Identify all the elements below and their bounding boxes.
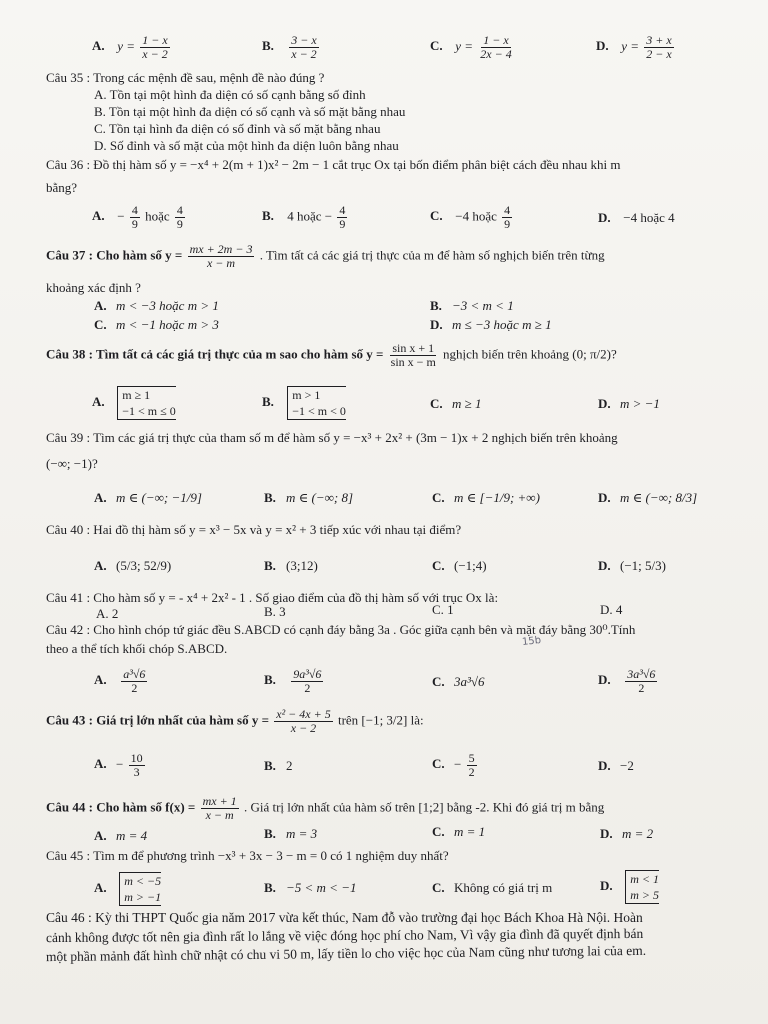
fraction: $\frac{3 - x}{x - 2}$ bbox=[291, 33, 317, 61]
q41-option-c: C. 1 bbox=[432, 602, 454, 617]
q34-option-d: D. y = $\frac{3 + x}{2 - x}$ bbox=[596, 33, 672, 61]
q41-option-a: A. 2 bbox=[96, 606, 119, 621]
q38-option-c: C. m ≥ 1 bbox=[430, 396, 482, 411]
q44-option-d: D. m = 2 bbox=[600, 826, 654, 841]
q38-option-b: B. m > 1 −1 < m < 0 bbox=[262, 388, 346, 418]
q41-option-d: D. 4 bbox=[600, 602, 623, 617]
q45-option-c: C. Không có giá trị m bbox=[432, 880, 553, 895]
q43-option-c: C. − $\frac{5}{2}$ bbox=[432, 751, 475, 779]
q41-option-b: B. 3 bbox=[264, 604, 286, 619]
q36-option-a: A. − $\frac{4}{9}$ hoặc $\frac{4}{9}$ bbox=[92, 203, 183, 231]
q36-option-d: D. −4 hoặc 4 bbox=[598, 210, 675, 225]
q37-option-d: D. m ≤ −3 hoặc m ≥ 1 bbox=[430, 317, 552, 332]
fraction: $\frac{1 - x}{2x - 4}$ bbox=[480, 33, 512, 61]
q38-option-d: D. m > −1 bbox=[598, 396, 660, 411]
q39-stem: Câu 39 : Tìm các giá trị thực của tham số m để hàm số y = −x³ + 2x² + (3m − 1)x + 2 nghịch biến trên khoảng bbox=[46, 430, 618, 445]
q38-option-a: A. m ≥ 1 −1 < m ≤ 0 bbox=[92, 388, 176, 418]
q46-line-3: một phần mảnh đất hình chữ nhật có chu vi 50 m, lấy tiền lo cho việc học của Nam cũng như tương lai của em. bbox=[45, 942, 647, 965]
q39-option-a: A. m ∈ (−∞; −1/9] bbox=[94, 490, 202, 505]
q42-stem: Câu 42 : Cho hình chóp tứ giác đều S.ABCD có cạnh đáy bằng 3a . Góc giữa cạnh bên và mặt đáy bằng 30⁰.Tính bbox=[46, 622, 636, 637]
q34-option-a: A. y = $\frac{1 - x}{x - 2}$ bbox=[92, 33, 168, 61]
q44-option-c: C. m = 1 bbox=[432, 824, 486, 839]
q40-option-b: B. (3;12) bbox=[264, 558, 318, 573]
q43-stem: Câu 43 : Giá trị lớn nhất của hàm số y = $\frac{\text{x² − 4x + 5}}{x - 2}$ trên [−1; 3/2] là: bbox=[46, 707, 424, 735]
q42-option-c: C. 3a³√6 bbox=[432, 674, 485, 689]
q37-option-b: B. −3 < m < 1 bbox=[430, 298, 514, 313]
q39-option-d: D. m ∈ (−∞; 8/3] bbox=[598, 490, 698, 505]
q36-option-c: C. −4 hoặc $\frac{4}{9}$ bbox=[430, 203, 511, 231]
q43-option-a: A. − $\frac{10}{3}$ bbox=[94, 751, 143, 779]
fraction: $\frac{3 + x}{2 - x}$ bbox=[646, 33, 672, 61]
q40-stem: Câu 40 : Hai đồ thị hàm số y = x³ − 5x và y = x² + 3 tiếp xúc với nhau tại điểm? bbox=[46, 522, 462, 537]
q34-option-b: B. $\frac{3 - x}{x - 2}$ bbox=[262, 33, 317, 61]
q44-option-b: B. m = 3 bbox=[264, 826, 318, 841]
q42-option-a: A. $\frac{\text{a³√6}}{2}$ bbox=[94, 667, 146, 695]
q44-option-a: A. m = 4 bbox=[94, 828, 148, 843]
q40-option-a: A. (5/3; 52/9) bbox=[94, 558, 172, 573]
q39-option-b: B. m ∈ (−∞; 8] bbox=[264, 490, 354, 505]
q37-option-c: C. m < −1 hoặc m > 3 bbox=[94, 317, 219, 332]
q36-option-b: B. 4 hoặc − $\frac{4}{9}$ bbox=[262, 203, 346, 231]
q37-option-a: A. m < −3 hoặc m > 1 bbox=[94, 298, 219, 313]
q36-stem-cont: bằng? bbox=[46, 180, 78, 195]
q43-option-b: B. 2 bbox=[264, 758, 293, 773]
q35-option-d: D. Số đỉnh và số mặt của một hình đa diện luôn bằng nhau bbox=[94, 138, 399, 153]
q36-stem: Câu 36 : Đồ thị hàm số y = −x⁴ + 2(m + 1)x² − 2m − 1 cắt trục Ox tại bốn điểm phân biệt cách đều nhau khi m bbox=[46, 157, 621, 172]
q46-line-1: Câu 46 : Kỳ thi THPT Quốc gia năm 2017 vừa kết thúc, Nam đỗ vào trường đại học Bách Khoa Hà Nội. Hoàn bbox=[46, 910, 643, 925]
q45-option-b: B. −5 < m < −1 bbox=[264, 880, 357, 895]
q45-stem: Câu 45 : Tìm m để phương trình −x³ + 3x − 3 − m = 0 có 1 nghiệm duy nhất? bbox=[46, 848, 449, 863]
q44-stem: Câu 44 : Cho hàm số f(x) = $\frac{mx + 1}{x - m}$ . Giá trị lớn nhất của hàm số trên [1;2] bằng -2. Khi đó giá trị m bằng bbox=[46, 794, 605, 822]
q40-option-d: D. (−1; 5/3) bbox=[598, 558, 666, 573]
q46-line-2: cảnh không được tốt nên gia đình rất lo lắng về việc đóng học phí cho Nam, Vì vậy gia đình đã quyết định bán bbox=[45, 925, 644, 946]
fraction: $\frac{1 - x}{x - 2}$ bbox=[142, 33, 168, 61]
q35-option-c: C. Tồn tại hình đa diện có số đỉnh và số mặt bằng nhau bbox=[94, 121, 381, 136]
q42-option-b: B. $\frac{\text{9a³√6}}{2}$ bbox=[264, 667, 322, 695]
q38-stem: Câu 38 : Tìm tất cả các giá trị thực của m sao cho hàm số y = $\frac{\text{sin x + 1}}{\text{sin x − m}}$ nghịch biến trên khoảng (0; π/2)? bbox=[46, 341, 617, 369]
q43-option-d: D. −2 bbox=[598, 758, 634, 773]
handwritten-note: 15b bbox=[521, 635, 542, 648]
q34-option-c: C. y = $\frac{1 - x}{2x - 4}$ bbox=[430, 33, 512, 61]
q35-option-b: B. Tồn tại một hình đa diện có số cạnh và số mặt bằng nhau bbox=[94, 104, 406, 119]
q41-stem: Câu 41 : Cho hàm số y = - x⁴ + 2x² - 1 . Số giao điểm của đồ thị hàm số với trục Ox là: bbox=[46, 590, 499, 605]
q45-option-d: D. m < 1 m > 5 bbox=[600, 872, 660, 902]
q35-option-a: A. Tồn tại một hình đa diện có số cạnh bằng số đỉnh bbox=[94, 87, 366, 102]
q39-option-c: C. m ∈ [−1/9; +∞) bbox=[432, 490, 540, 505]
q42-option-d: D. $\frac{\text{3a³√6}}{2}$ bbox=[598, 667, 656, 695]
q40-option-c: C. (−1;4) bbox=[432, 558, 487, 573]
q45-option-a: A. m < −5 m > −1 bbox=[94, 874, 162, 904]
q35-stem: Câu 35 : Trong các mệnh đề sau, mệnh đề nào đúng ? bbox=[46, 70, 325, 85]
q37-stem: Câu 37 : Cho hàm số y = $\frac{mx + 2m - 3}{x - m}$ . Tìm tất cả các giá trị thực của m để hàm số nghịch biến trên từng bbox=[46, 242, 605, 270]
q37-stem-cont: khoảng xác định ? bbox=[46, 280, 141, 295]
q42-stem-cont: theo a thể tích khối chóp S.ABCD. bbox=[46, 641, 228, 656]
q39-stem-cont: (−∞; −1)? bbox=[46, 456, 98, 471]
